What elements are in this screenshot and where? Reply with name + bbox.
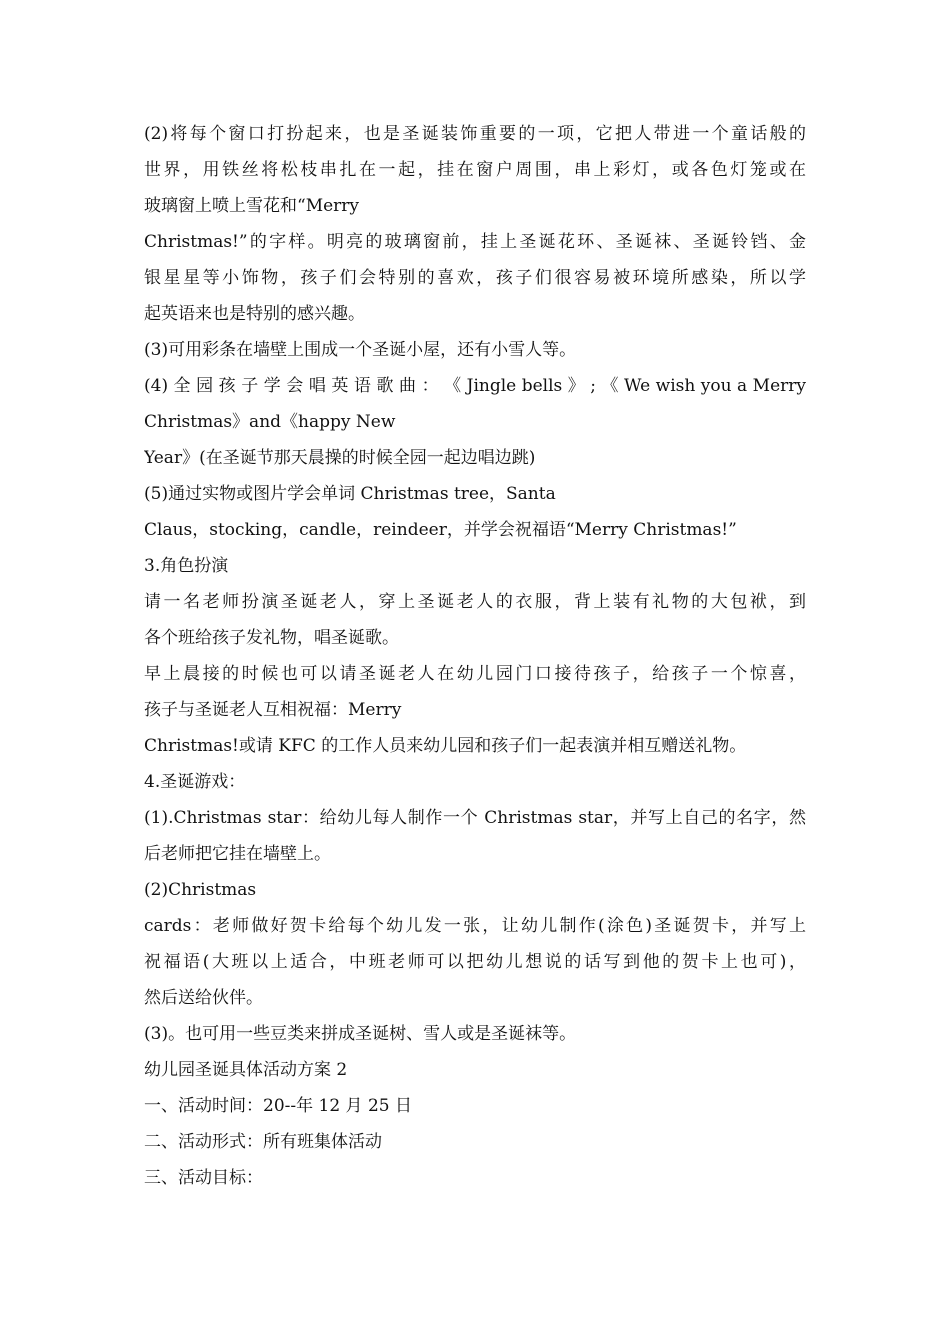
text-line: Christmas!或请 KFC 的工作人员来幼儿园和孩子们一起表演并相互赠送礼物。	[144, 736, 747, 756]
text-line: Christmas!”的字样。明亮的玻璃窗前，挂上圣诞花环、圣诞袜、圣诞铃铛、金	[144, 232, 806, 252]
text-line: 4.圣诞游戏：	[144, 772, 246, 792]
text-line: 银星星等小饰物，孩子们会特别的喜欢，孩子们很容易被环境所感染，所以学	[144, 268, 806, 288]
text-line: 祝福语(大班以上适合，中班老师可以把幼儿想说的话写到他的贺卡上也可)，	[144, 952, 806, 972]
text-line: 然后送给伙伴。	[144, 988, 263, 1008]
text-line: cards：老师做好贺卡给每个幼儿发一张，让幼儿制作(涂色)圣诞贺卡，并写上	[144, 916, 806, 936]
text-line: 孩子与圣诞老人互相祝福：Merry	[144, 700, 402, 720]
text-line: 一、活动时间：20--年 12 月 25 日	[144, 1096, 412, 1116]
text-line: 幼儿园圣诞具体活动方案 2	[144, 1060, 348, 1080]
text-line: 后老师把它挂在墙壁上。	[144, 844, 331, 864]
text-line: (3)。也可用一些豆类来拼成圣诞树、雪人或是圣诞袜等。	[144, 1024, 577, 1044]
text-line: 请一名老师扮演圣诞老人，穿上圣诞老人的衣服，背上装有礼物的大包袱，到	[144, 592, 806, 612]
text-line: (1).Christmas star：给幼儿每人制作一个 Christmas star，并写上自己的名字，然	[144, 808, 806, 828]
text-line: 3.角色扮演	[144, 556, 229, 576]
text-line: (2)Christmas	[144, 880, 257, 900]
text-line: 二、活动形式：所有班集体活动	[144, 1132, 382, 1152]
text-line: (4) 全 园 孩 子 学 会 唱 英 语 歌 曲 ： 《 Jingle bells 》 ; 《 We wish you a Merry	[144, 376, 806, 396]
document-body	[144, 116, 806, 1196]
text-line: Claus，stocking，candle，reindeer，并学会祝福语“Merry Christmas!”	[144, 520, 737, 540]
text-line: Year》(在圣诞节那天晨操的时候全园一起边唱边跳)	[144, 448, 536, 468]
text-line: 玻璃窗上喷上雪花和“Merry	[144, 196, 360, 216]
text-line: (5)通过实物或图片学会单词 Christmas tree，Santa	[144, 484, 556, 504]
text-line: 各个班给孩子发礼物，唱圣诞歌。	[144, 628, 399, 648]
text-line: Christmas》and《happy New	[144, 412, 396, 432]
text-line: 早上晨接的时候也可以请圣诞老人在幼儿园门口接待孩子，给孩子一个惊喜，	[144, 664, 806, 684]
text-line: 起英语来也是特别的感兴趣。	[144, 304, 365, 324]
text-line: (2)将每个窗口打扮起来，也是圣诞装饰重要的一项，它把人带进一个童话般的	[144, 124, 806, 144]
text-line: 三、活动目标：	[144, 1168, 263, 1188]
text-line: (3)可用彩条在墙壁上围成一个圣诞小屋，还有小雪人等。	[144, 340, 577, 360]
text-line: 世界，用铁丝将松枝串扎在一起，挂在窗户周围，串上彩灯，或各色灯笼或在	[144, 160, 806, 180]
